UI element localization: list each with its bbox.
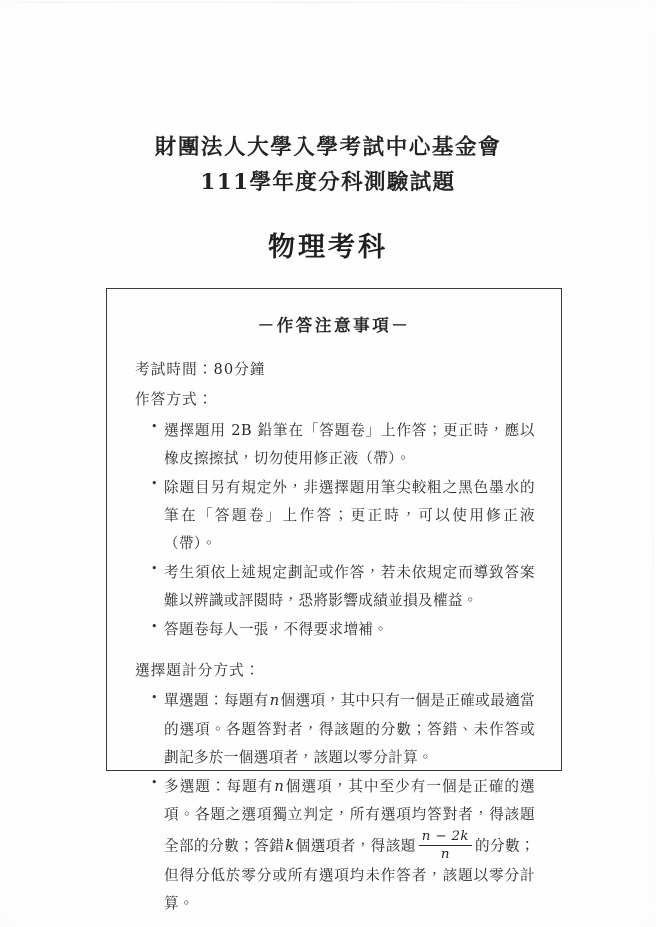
notice-box [106,288,562,912]
fraction-numerator: n − 2k [419,829,472,846]
list-item-single-choice [151,687,535,771]
exam-title: 111學年度分科測驗試題 [200,169,456,195]
multiple-choice-variable-k: k [285,837,295,855]
single-choice-prefix: 單選題：每題有 [164,692,269,710]
notice-body [107,356,561,918]
single-choice-body: 個選項，其中只有一個是正確或最適當的選項。各題答對者，得該題的分數；答錯、未作答或劃記多於一個選項者，該題以零分計算。 [164,692,535,766]
masthead [0,131,656,264]
subject-title: 物理考科 [268,231,388,263]
organization-name: 財團法人大學入學考試中心基金會 [154,135,502,160]
multiple-choice-prefix: 多選題：每題有 [164,777,274,795]
notice-title: －作答注意事項－ [257,316,411,335]
list-item: • 除題目另有規定外，非選擇題用筆尖較粗之黑色墨水的筆在「答題卷」上作答；更正時，可以使用修正液（帶）。 [151,474,535,558]
exam-duration: 考試時間：80分鐘 [135,361,266,378]
multiple-choice-body-1: 個選項，其中至少有一個是正確的選項。各題之選項獨立判定，所有選項均答對者，得該題全部的分數；答錯 [164,777,535,855]
list-item: • 考生須依上述規定劃記或作答，若未依規定而導致答案難以辨識或評閱時，恐將影響成績並損及權益。 [151,559,535,615]
multiple-choice-body-3: 的分數；但得分低於零分或所有選項均未作答者，該題以零分計算。 [164,837,535,912]
answering-method-list [135,417,535,644]
fraction-denominator: n [440,846,450,862]
score-fraction [419,829,472,862]
answering-method-heading: 作答方式： [135,391,214,409]
single-choice-variable-n: n [269,692,280,710]
multiple-choice-variable-n: n [274,777,285,795]
list-item-multiple-choice [151,773,535,918]
multiple-choice-body-2: 個選項者，得該題 [295,837,416,855]
scoring-list [135,687,535,917]
list-item: • 答題卷每人一張，不得要求增補。 [151,616,535,644]
list-item: • 選擇題用 2B 鉛筆在「答題卷」上作答；更正時，應以橡皮擦擦拭，切勿使用修正液（帶）。 [151,417,535,473]
scoring-heading: 選擇題計分方式： [135,662,261,680]
scan-edge-top [0,2,656,3]
